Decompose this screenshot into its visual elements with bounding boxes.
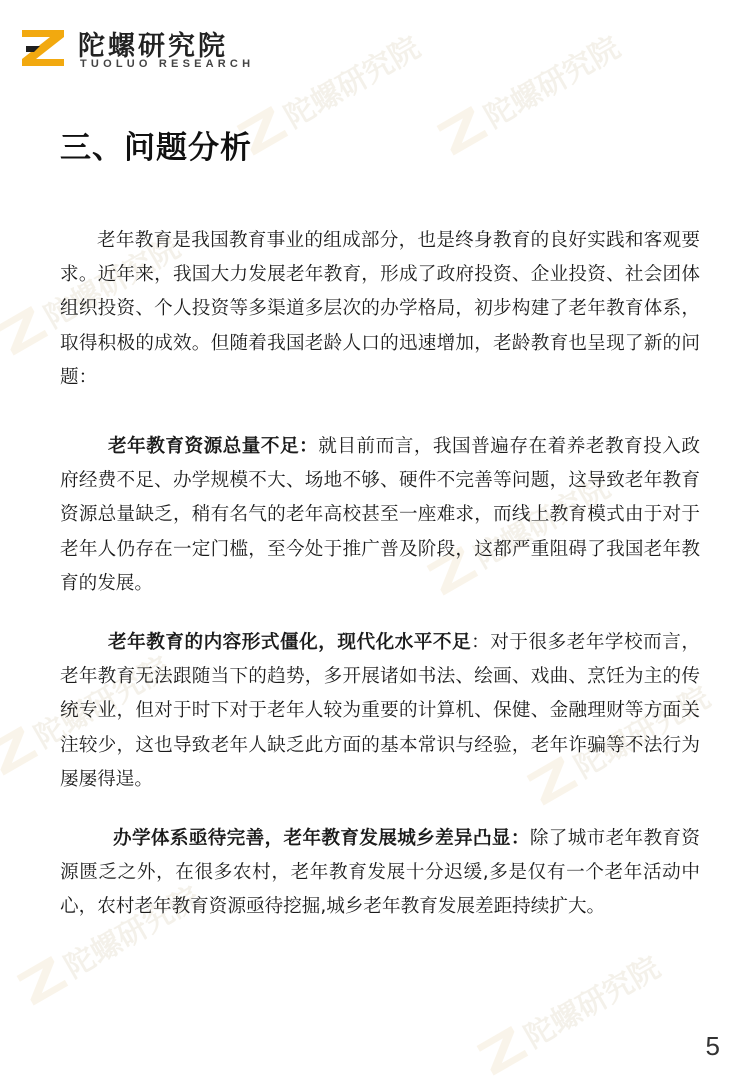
issue-body: 就目前而言，我国普遍存在着养老教育投入政府经费不足、办学规模不大、场地不够、硬件不完善等问题，这导致老年教育资源总量缺乏，稍有名气的老年高校甚至一座难求，而线上教育模式由于对于老年人仍存在一定门槛，至今处于推广普及阶段，这都严重阻碍了我国老年教育的发展。 (60, 436, 700, 594)
brand-logo (20, 22, 260, 74)
intro-paragraph: 老年教育是我国教育事业的组成部分，也是终身教育的良好实践和客观要求。近年来，我国大力发展老年教育，形成了政府投资、企业投资、社会团体组织投资、个人投资等多渠道多层次的办学格局，初步构建了老年教育体系，取得积极的成效。但随着我国老龄人口的迅速增加，老龄教育也呈现了新的问题： (60, 230, 700, 388)
section-title: 三、问题分析 (60, 130, 252, 166)
issue-paragraph-system (60, 822, 700, 925)
logo-name-cn: 陀螺研究院 (78, 31, 228, 62)
logo-z-icon (20, 28, 66, 68)
page-number: 5 (705, 1031, 720, 1061)
watermark: 陀螺研究院 (432, 23, 626, 161)
watermark-logo-icon (0, 723, 41, 778)
issue-body: ：对于很多老年学校而言，老年教育无法跟随当下的趋势，多开展诸如书法、绘画、戏曲、烹饪为主的传统专业，但对于时下对于老年人较为重要的计算机、保健、金融理财等方面关注较少，这也导致老年人缺乏此方面的基本常识与经验，老年诈骗等不法行为屡屡得逞。 (60, 632, 700, 790)
watermark: 陀螺研究院 (422, 463, 616, 601)
watermark: 陀螺研究院 (472, 943, 666, 1081)
issue-heading: 老年教育资源总量不足： (108, 436, 319, 457)
issue-heading: 办学体系亟待完善，老年教育发展城乡差异凸显： (113, 828, 530, 849)
watermark: 陀螺研究院 (0, 643, 177, 781)
watermark: 陀螺研究院 (12, 873, 206, 1011)
issue-paragraph-content (60, 626, 700, 797)
watermark-logo-icon (0, 303, 51, 358)
watermark-logo-icon (434, 103, 491, 158)
watermark-logo-icon (14, 953, 71, 1008)
issue-heading: 老年教育的内容形式僵化，现代化水平不足 (108, 632, 472, 653)
watermark: 陀螺研究院 (522, 673, 716, 811)
issue-body: 除了城市老年教育资源匮乏之外，在很多农村，老年教育发展十分迟缓,多是仅有一个老年活动中心，农村老年教育资源亟待挖掘,城乡老年教育发展差距持续扩大。 (60, 828, 700, 918)
issue-paragraph-resources (60, 430, 700, 601)
watermark: 陀螺研究院 (232, 23, 426, 161)
logo-name-en: TUOLUO RESEARCH (80, 58, 255, 70)
watermark: 陀螺研究院 (0, 223, 187, 361)
watermark-logo-icon (474, 1023, 531, 1078)
